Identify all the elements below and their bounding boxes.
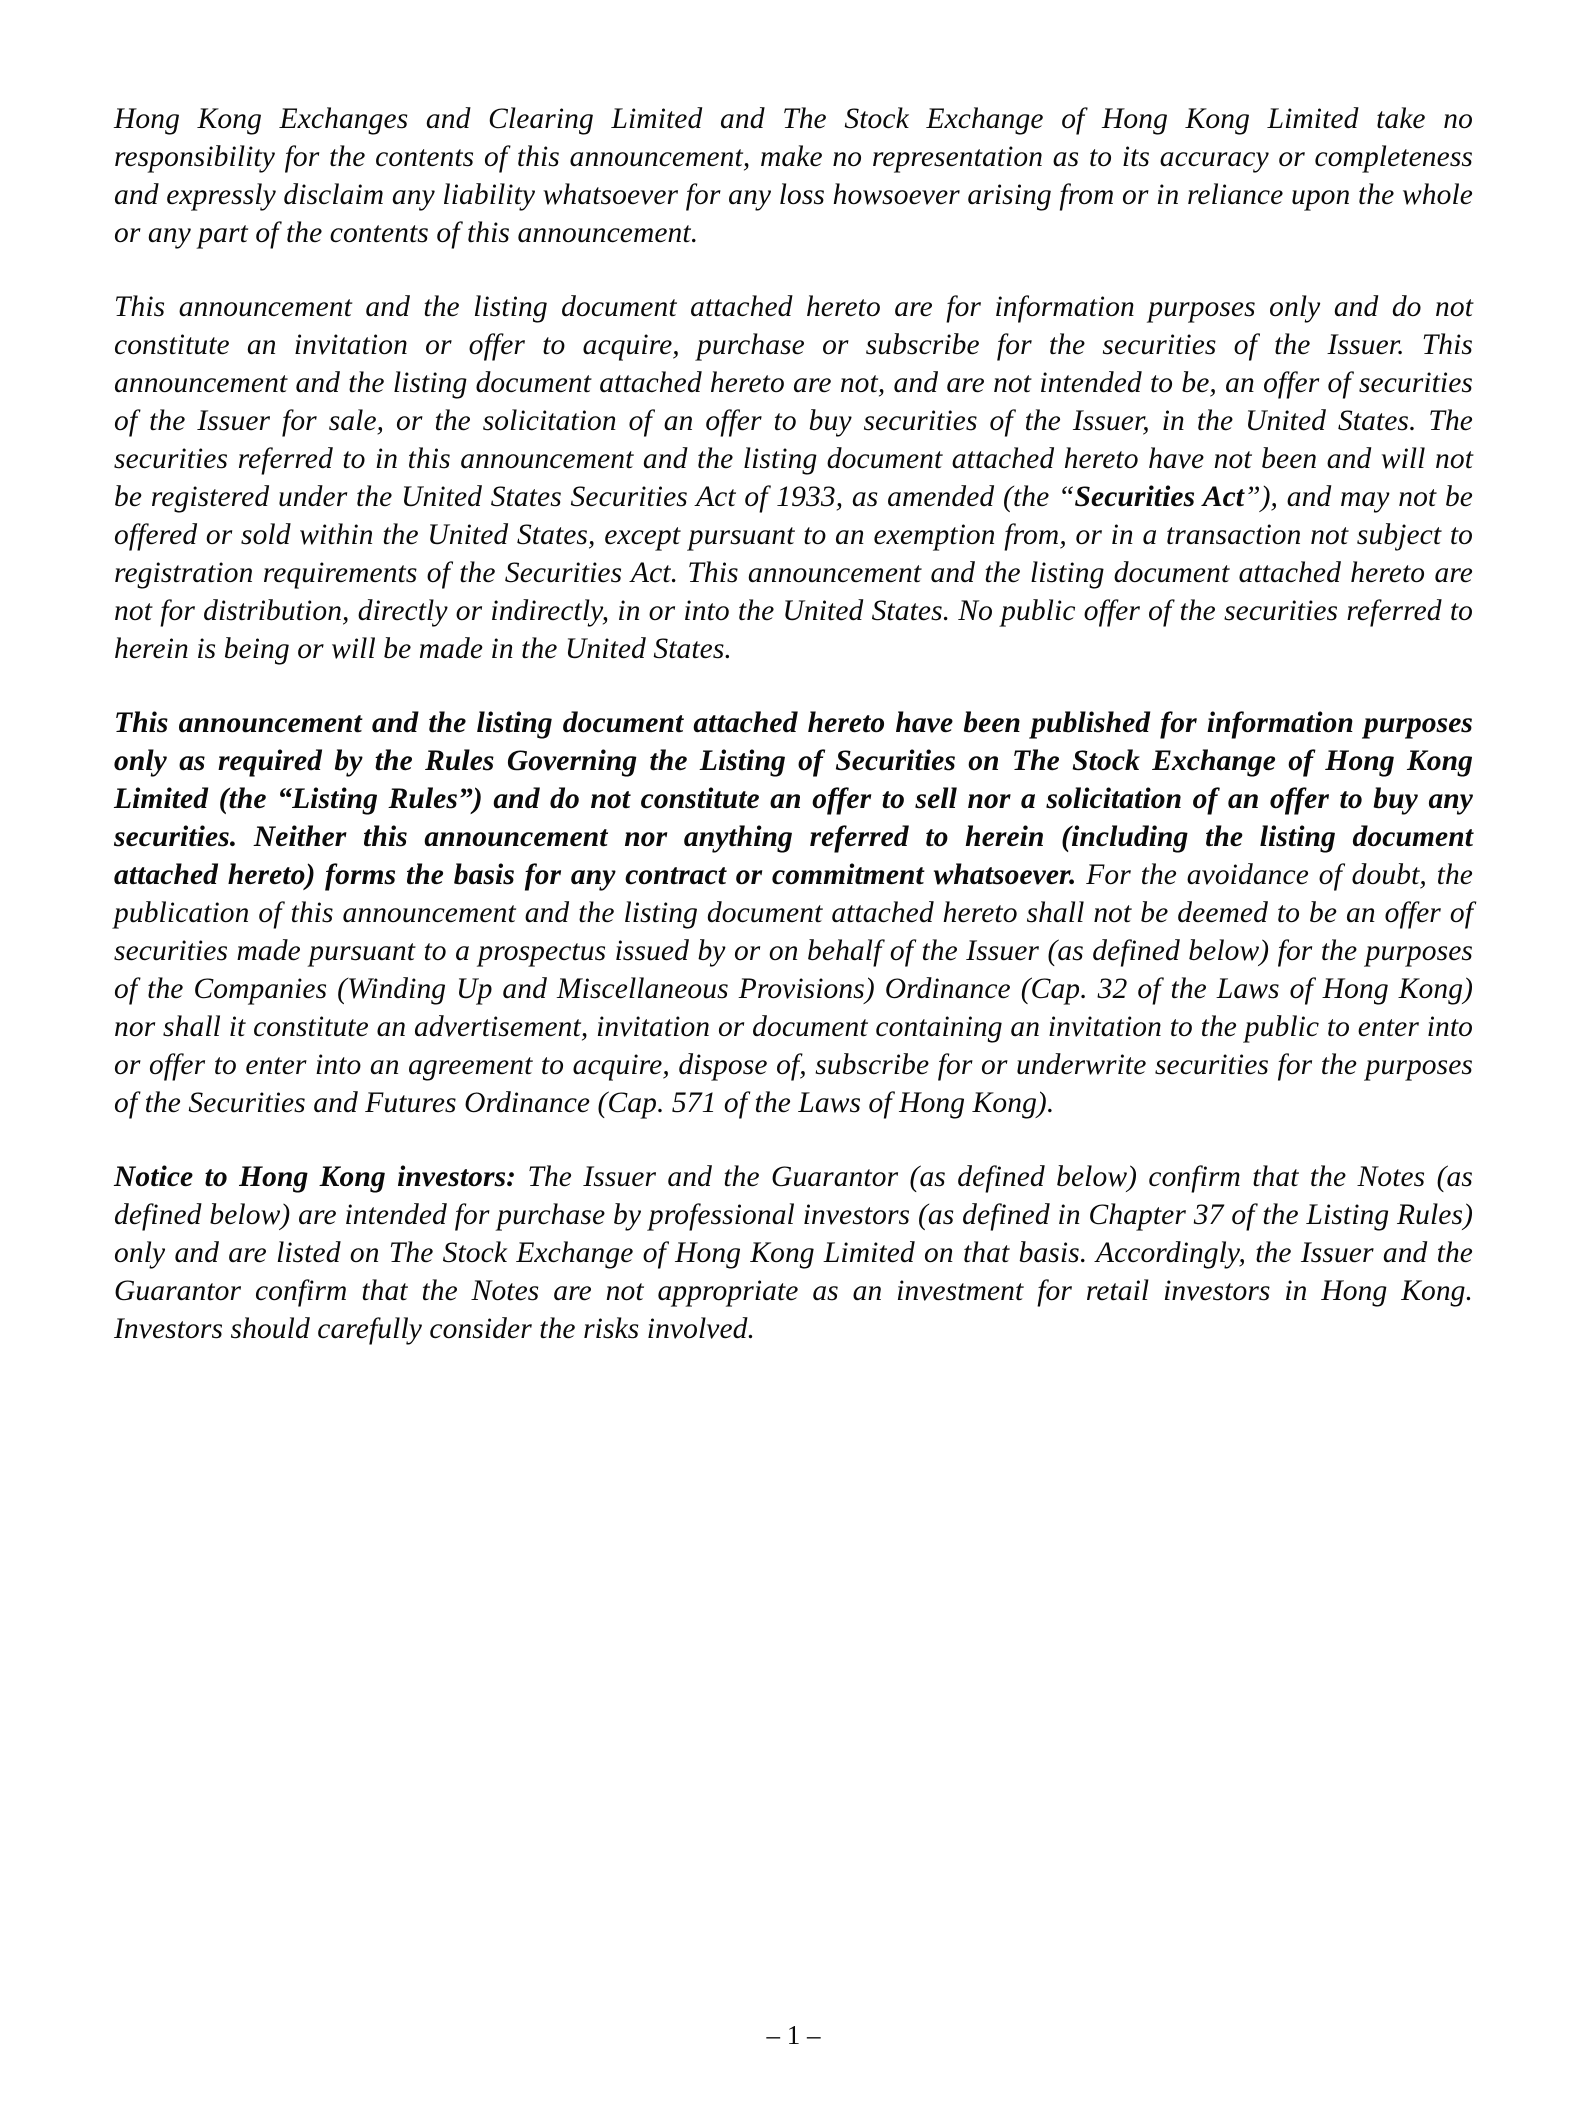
text-run: ”), and may not be offered or sold within the United States, except pursuant to an exemption from, or in a transaction not subject to registration requirements of the Securities Act. This announcement and the listing document attached hereto are not for distribution, directly or indirectly, in or into the United States. No public offer of the securities referred to herein is being or will be made in the United States.: [114, 481, 1473, 665]
text-run-listing-rules-statement: This announcement and the listing document attached hereto have been published for information purposes only as required by the Rules Governing the Listing of Securities on The Stock Exchange of Hong Kong Limited (the “Listing Rules”) and do not constitute an offer to sell nor a solicitation of an offer to buy any securities. Neither this announcement nor anything referred to herein (including the listing document attached hereto) forms the basis for any contract or commitment whatsoever.: [114, 707, 1473, 891]
text-run-notice-label: Notice to Hong Kong investors:: [114, 1161, 528, 1193]
paragraph-us-securities-act-disclaimer: [114, 288, 1473, 668]
document-body: [114, 100, 1473, 1348]
paragraph-notice-to-hong-kong-investors: [114, 1158, 1473, 1348]
paragraph-hkex-no-responsibility-disclaimer: [114, 100, 1473, 252]
text-run: Hong Kong Exchanges and Clearing Limited and The Stock Exchange of Hong Kong Limited take no responsibility for the contents of this announcement, make no representation as to its accuracy or completeness and expressly disclaim any liability whatsoever for any loss howsoever arising from or in reliance upon the whole or any part of the contents of this announcement.: [114, 103, 1473, 249]
text-run: The Issuer and the Guarantor (as defined below) confirm that the Notes (as defined below) are intended for purchase by professional investors (as defined in Chapter 37 of the Listing Rules) only and are listed on The Stock Exchange of Hong Kong Limited on that basis. Accordingly, the Issuer and the Guarantor confirm that the Notes are not appropriate as an investment for retail investors in Hong Kong. Investors should carefully consider the risks involved.: [114, 1161, 1473, 1345]
paragraph-listing-rules-publication-disclaimer: [114, 704, 1473, 1122]
text-run: For the avoidance of doubt, the publication of this announcement and the listing document attached hereto shall not be deemed to be an offer of securities made pursuant to a prospectus issued by or on behalf of the Issuer (as defined below) for the purposes of the Companies (Winding Up and Miscellaneous Provisions) Ordinance (Cap. 32 of the Laws of Hong Kong) nor shall it constitute an advertisement, invitation or document containing an invitation to the public to enter into or offer to enter into an agreement to acquire, dispose of, subscribe for or underwrite securities for the purposes of the Securities and Futures Ordinance (Cap. 571 of the Laws of Hong Kong).: [114, 859, 1473, 1119]
text-run: This announcement and the listing document attached hereto are for information purposes only and do not constitute an invitation or offer to acquire, purchase or subscribe for the securities of the Issuer. This announcement and the listing document attached hereto are not, and are not intended to be, an offer of securities of the Issuer for sale, or the solicitation of an offer to buy securities of the Issuer, in the United States. The securities referred to in this announcement and the listing document attached hereto have not been and will not be registered under the United States Securities Act of 1933, as amended (the “: [114, 291, 1473, 513]
page-number: – 1 –: [766, 2020, 821, 2050]
text-run-securities-act-term: Securities Act: [1074, 481, 1245, 513]
